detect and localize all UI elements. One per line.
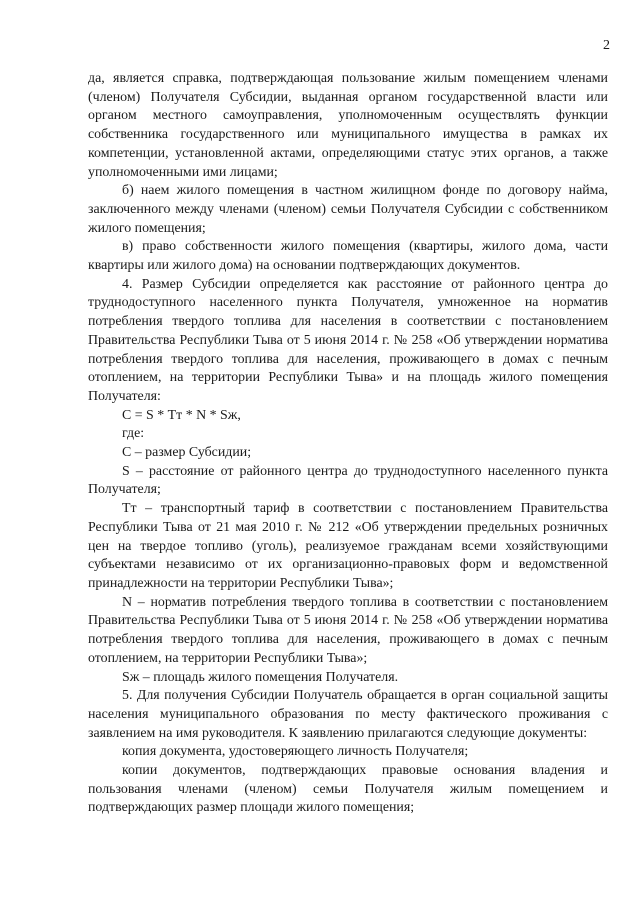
paragraph-continuation: да, является справка, подтверждающая пользование жилым помещением членами (членом) Получателя Субсидии, выданная органом государственной власти или органом местного самоуправления, уполномоченным осуществлять функции собственника государственного или муниципального имущества в рамках их компетенции, установленной актами, определяющими статус этих органов, а также уполномоченными ими лицами; bbox=[88, 71, 608, 180]
paragraph-item-v: в) право собственности жилого помещения (квартиры, жилого дома, части квартиры или жилого дома) на основании подтверждающих документов. bbox=[88, 239, 608, 274]
document-list-item: копии документов, подтверждающих правовые основания владения и пользования членами (членом) семьи Получателя жилым помещением и подтверждающих размер площади жилого помещения; bbox=[88, 763, 608, 816]
definition-tt: Тт – транспортный тариф в соответствии с постановлением Правительства Республики Тыва от 21 мая 2010 г. № 212 «Об утверждении предельных розничных цен на твердое топливо (уголь), реализуемое гражданам всеми хозяйствующими субъектами независимо от их организационно-правовых форм и ведомственной принадлежности на территории Республики Тыва»; bbox=[88, 501, 608, 591]
definition-s: S – расстояние от районного центра до труднодоступного населенного пункта Получателя; bbox=[88, 463, 608, 498]
definition-sz: Sж – площадь жилого помещения Получателя. bbox=[122, 669, 399, 685]
paragraph-section-4: 4. Размер Субсидии определяется как расстояние от районного центра до труднодоступного населенного пункта Получателя, умноженное на норматив потребления твердого топлива для населения в соответствии с постановлением Правительства Республики Тыва от 5 июня 2014 г. № 258 «Об утверждении норматива потребления твердого топлива для населения, проживающего в домах с печным отоплением, на территории Республики Тыва» и на площадь жилого помещения Получателя: bbox=[88, 276, 608, 404]
paragraph-item-b: б) наем жилого помещения в частном жилищном фонде по договору найма, заключенного между членами (членом) семьи Получателя Субсидии с собственником жилого помещения; bbox=[88, 183, 608, 236]
formula-where: где: bbox=[122, 426, 145, 442]
formula: С = S * Тт * N * Sж, bbox=[122, 407, 241, 423]
definition-n: N – норматив потребления твердого топлива в соответствии с постановлением Правительства Республики Тыва от 5 июня 2014 г. № 258 «Об утверждении норматива потребления твердого топлива для населения, проживающего в домах с печным отоплением, на территории Республики Тыва»; bbox=[88, 594, 608, 666]
definition-c: С – размер Субсидии; bbox=[122, 445, 252, 461]
paragraph-section-5: 5. Для получения Субсидии Получатель обращается в орган социальной защиты населения муниципального образования по месту фактического проживания с заявлением на имя руководителя. К заявлению прилагаются следующие документы: bbox=[88, 688, 608, 741]
document-list-item: копия документа, удостоверяющего личность Получателя; bbox=[122, 744, 469, 760]
document-body bbox=[88, 70, 608, 818]
page-number: 2 bbox=[603, 38, 610, 53]
